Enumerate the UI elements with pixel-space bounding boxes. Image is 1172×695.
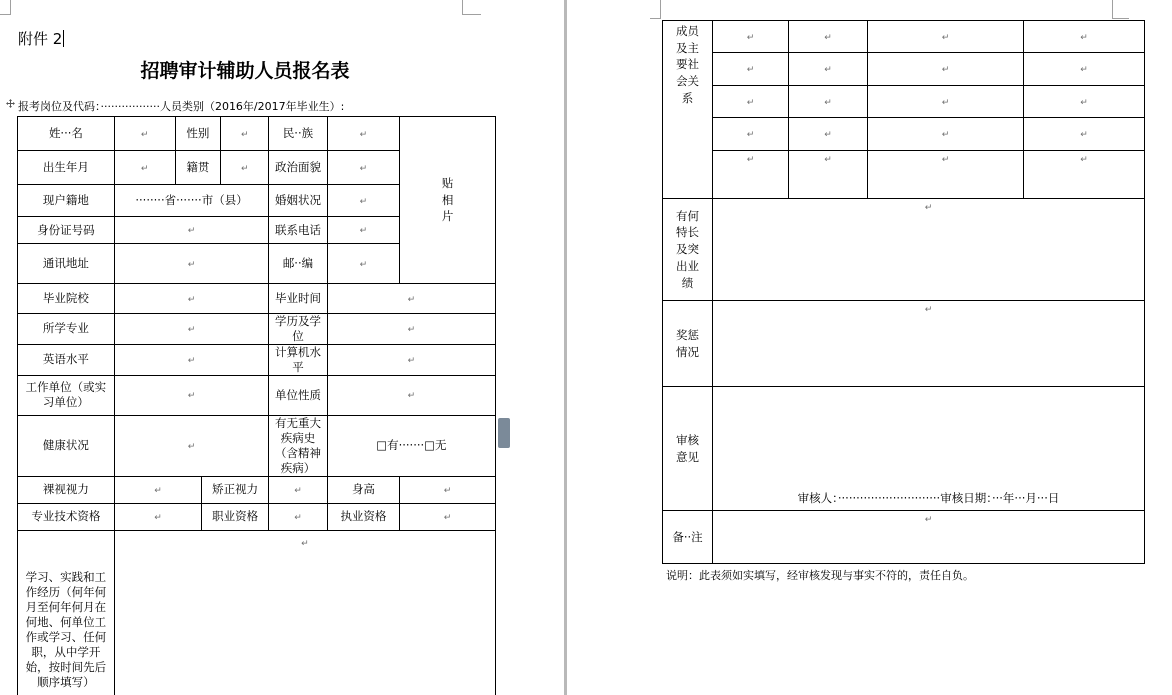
ethnicity-input[interactable]: ↵	[327, 117, 399, 151]
family-cell[interactable]: ↵	[868, 53, 1024, 86]
rewards-label-cell	[663, 301, 713, 387]
computer-input[interactable]: ↵	[327, 344, 495, 375]
label-name: 姓···名	[18, 117, 115, 151]
label-degree: 学历及学位	[269, 314, 328, 345]
family-cell[interactable]: ↵	[868, 86, 1024, 118]
label-major: 所学专业	[18, 314, 115, 345]
gender-input[interactable]: ↵	[221, 117, 269, 151]
family-cell[interactable]: ↵	[789, 86, 868, 118]
naked-vision-input[interactable]: ↵	[114, 476, 201, 503]
label-photo: 贴相片	[441, 175, 454, 224]
label-postcode: 邮··编	[269, 244, 328, 284]
family-cell[interactable]: ↵	[789, 21, 868, 53]
family-label-cell	[663, 21, 713, 199]
page-gutter	[557, 0, 574, 695]
family-cell[interactable]: ↵	[1024, 53, 1145, 86]
label-naked-vision: 裸视视力	[18, 476, 115, 503]
name-input[interactable]: ↵	[114, 117, 175, 151]
label-height: 身高	[327, 476, 399, 503]
document-page-left	[0, 0, 557, 695]
origin-input[interactable]: ↵	[221, 151, 269, 185]
label-political: 政治面貌	[269, 151, 328, 185]
height-input[interactable]: ↵	[400, 476, 496, 503]
label-address: 通讯地址	[18, 244, 115, 284]
label-job-qual: 职业资格	[202, 503, 269, 530]
family-cell[interactable]: ↵	[868, 118, 1024, 151]
degree-input[interactable]: ↵	[327, 314, 495, 345]
family-cell[interactable]: ↵	[713, 86, 789, 118]
postcode-input[interactable]: ↵	[327, 244, 399, 284]
practice-qual-input[interactable]: ↵	[400, 503, 496, 530]
family-cell[interactable]: ↵	[713, 151, 789, 199]
label-phone: 联系电话	[269, 217, 328, 244]
birth-input[interactable]: ↵	[114, 151, 175, 185]
specialty-input[interactable]: ↵	[713, 199, 1145, 301]
rewards-input[interactable]: ↵	[713, 301, 1145, 387]
label-specialty: 有何特长及突出业绩	[676, 208, 699, 290]
text-cursor	[63, 30, 64, 47]
major-input[interactable]: ↵	[114, 314, 268, 345]
label-employer: 工作单位（或实习单位）	[18, 375, 115, 415]
attachment-label[interactable]: 附件 2	[18, 30, 63, 48]
label-corrected-vision: 矫正视力	[202, 476, 269, 503]
label-ethnicity: 民··族	[269, 117, 328, 151]
residence-input[interactable]: ········省·······市（县）	[114, 185, 268, 217]
label-school: 毕业院校	[18, 284, 115, 314]
label-remarks: 备··注	[663, 511, 713, 564]
family-cell[interactable]: ↵	[789, 53, 868, 86]
label-experience: 学习、实践和工作经历（何年何月至何年何月在何地、何单位工作或学习、任何职，从中学开始，按时间先后顺序填写）	[18, 530, 115, 695]
footnote: 说明：此表须如实填写，经审核发现与事实不符的，责任自负。	[666, 569, 974, 582]
photo-cell[interactable]	[400, 117, 496, 284]
label-english: 英语水平	[18, 344, 115, 375]
position-line: 报考岗位及代码：·················人员类别（2016年/2017年毕业生）:	[18, 100, 345, 113]
family-cell[interactable]: ↵	[789, 151, 868, 199]
registration-form-table	[17, 116, 496, 695]
family-cell[interactable]: ↵	[1024, 21, 1145, 53]
document-page-right	[574, 0, 1172, 695]
table-move-handle-icon[interactable]	[6, 99, 15, 108]
label-illness: 有无重大疾病史（含精神疾病）	[269, 415, 328, 476]
label-health: 健康状况	[18, 415, 115, 476]
label-birth: 出生年月	[18, 151, 115, 185]
label-family: 成员及主要社会关系	[676, 24, 699, 105]
family-cell[interactable]: ↵	[713, 21, 789, 53]
family-cell[interactable]: ↵	[868, 21, 1024, 53]
label-practice-qual: 执业资格	[327, 503, 399, 530]
label-review: 审核意见	[676, 432, 699, 464]
phone-input[interactable]: ↵	[327, 217, 399, 244]
illness-options[interactable]: □有·······□无	[327, 415, 495, 476]
page-title: 招聘审计辅助人员报名表	[140, 60, 350, 82]
label-grad-time: 毕业时间	[269, 284, 328, 314]
family-cell[interactable]: ↵	[1024, 86, 1145, 118]
family-cell[interactable]: ↵	[789, 118, 868, 151]
label-marital: 婚姻状况	[269, 185, 328, 217]
school-input[interactable]: ↵	[114, 284, 268, 314]
specialty-label-cell	[663, 199, 713, 301]
review-input[interactable]	[713, 387, 1145, 511]
family-cell[interactable]: ↵	[1024, 151, 1145, 199]
political-input[interactable]: ↵	[327, 151, 399, 185]
english-input[interactable]: ↵	[114, 344, 268, 375]
id-number-input[interactable]: ↵	[114, 217, 268, 244]
family-cell[interactable]: ↵	[868, 151, 1024, 199]
health-input[interactable]: ↵	[114, 415, 268, 476]
label-id-number: 身份证号码	[18, 217, 115, 244]
reviewer-line: 审核人：····························审核日期：···年···月···日	[797, 491, 1060, 506]
remarks-input[interactable]: ↵	[713, 511, 1145, 564]
crop-mark	[462, 0, 481, 15]
family-cell[interactable]: ↵	[713, 118, 789, 151]
job-qual-input[interactable]: ↵	[269, 503, 328, 530]
employer-type-input[interactable]: ↵	[327, 375, 495, 415]
crop-mark	[1112, 0, 1129, 19]
label-origin: 籍贯	[175, 151, 221, 185]
review-label-cell	[663, 387, 713, 511]
marital-input[interactable]: ↵	[327, 185, 399, 217]
tech-qual-input[interactable]: ↵	[114, 503, 201, 530]
review-form-table	[662, 20, 1145, 564]
label-employer-type: 单位性质	[269, 375, 328, 415]
label-rewards: 奖惩情况	[676, 327, 699, 359]
corrected-vision-input[interactable]: ↵	[269, 476, 328, 503]
label-tech-qual: 专业技术资格	[18, 503, 115, 530]
label-gender: 性别	[175, 117, 221, 151]
label-residence: 现户籍地	[18, 185, 115, 217]
page-separator	[564, 0, 567, 695]
crop-mark	[650, 0, 661, 19]
experience-input[interactable]: ↵	[114, 530, 495, 695]
label-computer: 计算机水平	[269, 344, 328, 375]
employer-input[interactable]: ↵	[114, 375, 268, 415]
address-input[interactable]: ↵	[114, 244, 268, 284]
page-split-handle[interactable]	[498, 418, 510, 448]
crop-mark	[0, 0, 11, 15]
family-cell[interactable]: ↵	[1024, 118, 1145, 151]
grad-time-input[interactable]: ↵	[327, 284, 495, 314]
family-cell[interactable]: ↵	[713, 53, 789, 86]
